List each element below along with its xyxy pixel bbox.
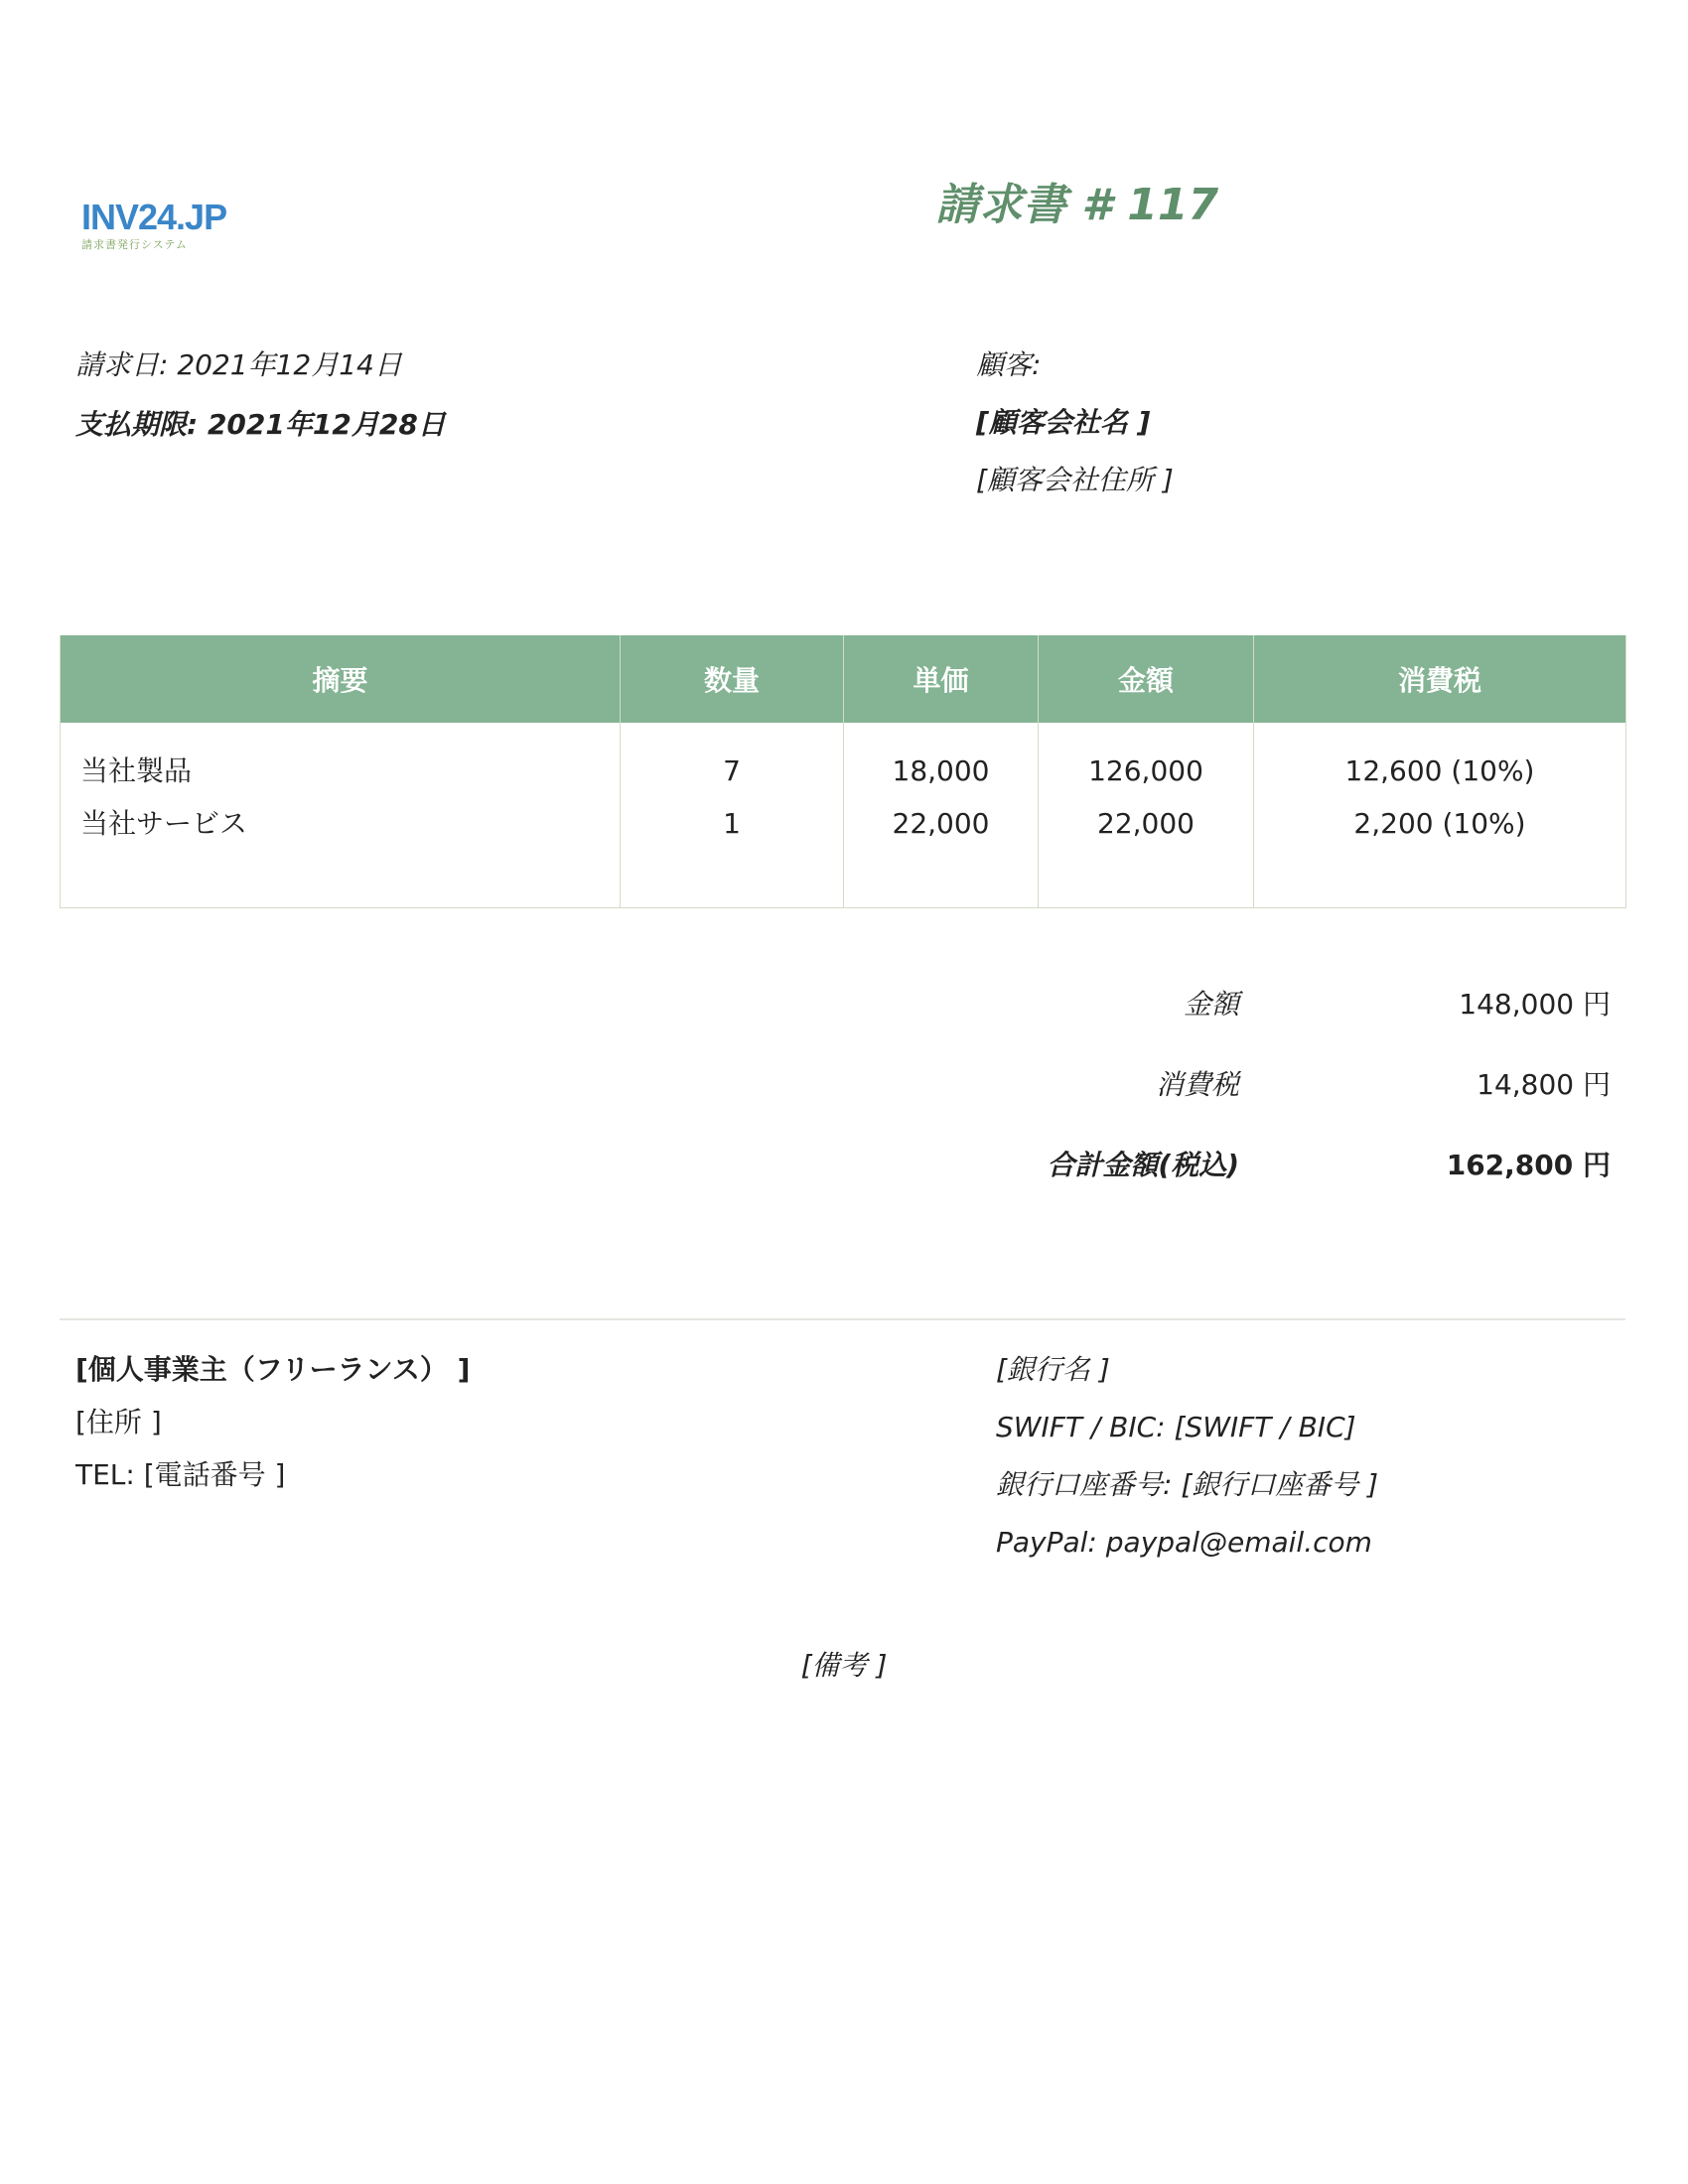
sender-tel: TEL: [電話番号 ] [75, 1458, 286, 1491]
row-2-description: 当社サービス [80, 807, 248, 840]
notes: [備考 ] [800, 1649, 888, 1682]
due-date: 支払期限: 2021年12月28日 [75, 408, 446, 441]
bank-name: [銀行名 ] [996, 1353, 1110, 1386]
subtotal-value: 148,000 円 [1459, 988, 1611, 1021]
total-value: 162,800 円 [1446, 1149, 1611, 1181]
bank-swift: SWIFT / BIC: [SWIFT / BIC] [996, 1411, 1356, 1443]
unit-price-cell [844, 723, 1039, 908]
customer-name: [顧客会社名 ] [976, 406, 1151, 439]
row-1-qty: 7 [723, 754, 741, 787]
items-table [60, 635, 1626, 908]
row-2-qty: 1 [723, 807, 741, 840]
table-row [61, 723, 1626, 908]
row-2-amount: 22,000 [1097, 807, 1195, 840]
paypal-email: PayPal: paypal@email.com [996, 1526, 1372, 1559]
row-1-unit-price: 18,000 [892, 754, 990, 787]
total-label: 合計金額(税込) [1047, 1149, 1239, 1181]
company-logo [81, 197, 227, 252]
subtotal-label: 金額 [1183, 988, 1239, 1021]
section-divider [60, 1318, 1625, 1320]
header-quantity: 数量 [621, 635, 844, 723]
invoice-date: 請求日: 2021年12月14日 [75, 348, 402, 381]
header-description: 摘要 [61, 635, 621, 723]
invoice-title: 請求書 # 117 [935, 180, 1219, 230]
bank-account: 銀行口座番号: [銀行口座番号 ] [996, 1468, 1379, 1501]
sender-name: [個人事業主（フリーランス） ] [75, 1353, 471, 1386]
tax-value: 14,800 円 [1477, 1068, 1611, 1101]
row-1-amount: 126,000 [1088, 754, 1203, 787]
header-unit-price: 単価 [844, 635, 1039, 723]
customer-label: 顧客: [976, 348, 1042, 381]
table-header-row [61, 635, 1626, 723]
quantity-cell [621, 723, 844, 908]
tax-label: 消費税 [1155, 1068, 1239, 1101]
logo-text: INV24.JP [81, 197, 227, 237]
header-amount: 金額 [1039, 635, 1254, 723]
amount-cell [1039, 723, 1254, 908]
logo-subtext: 請求書発行システム [81, 238, 188, 251]
row-1-description: 当社製品 [80, 754, 193, 787]
customer-address: [顧客会社住所 ] [976, 464, 1174, 496]
sender-address: [住所 ] [75, 1406, 162, 1438]
row-2-unit-price: 22,000 [892, 807, 990, 840]
header-tax: 消費税 [1254, 635, 1626, 723]
tax-cell [1254, 723, 1626, 908]
row-1-tax: 12,600 (10%) [1344, 754, 1535, 787]
description-cell [61, 723, 621, 908]
row-2-tax: 2,200 (10%) [1353, 807, 1526, 840]
